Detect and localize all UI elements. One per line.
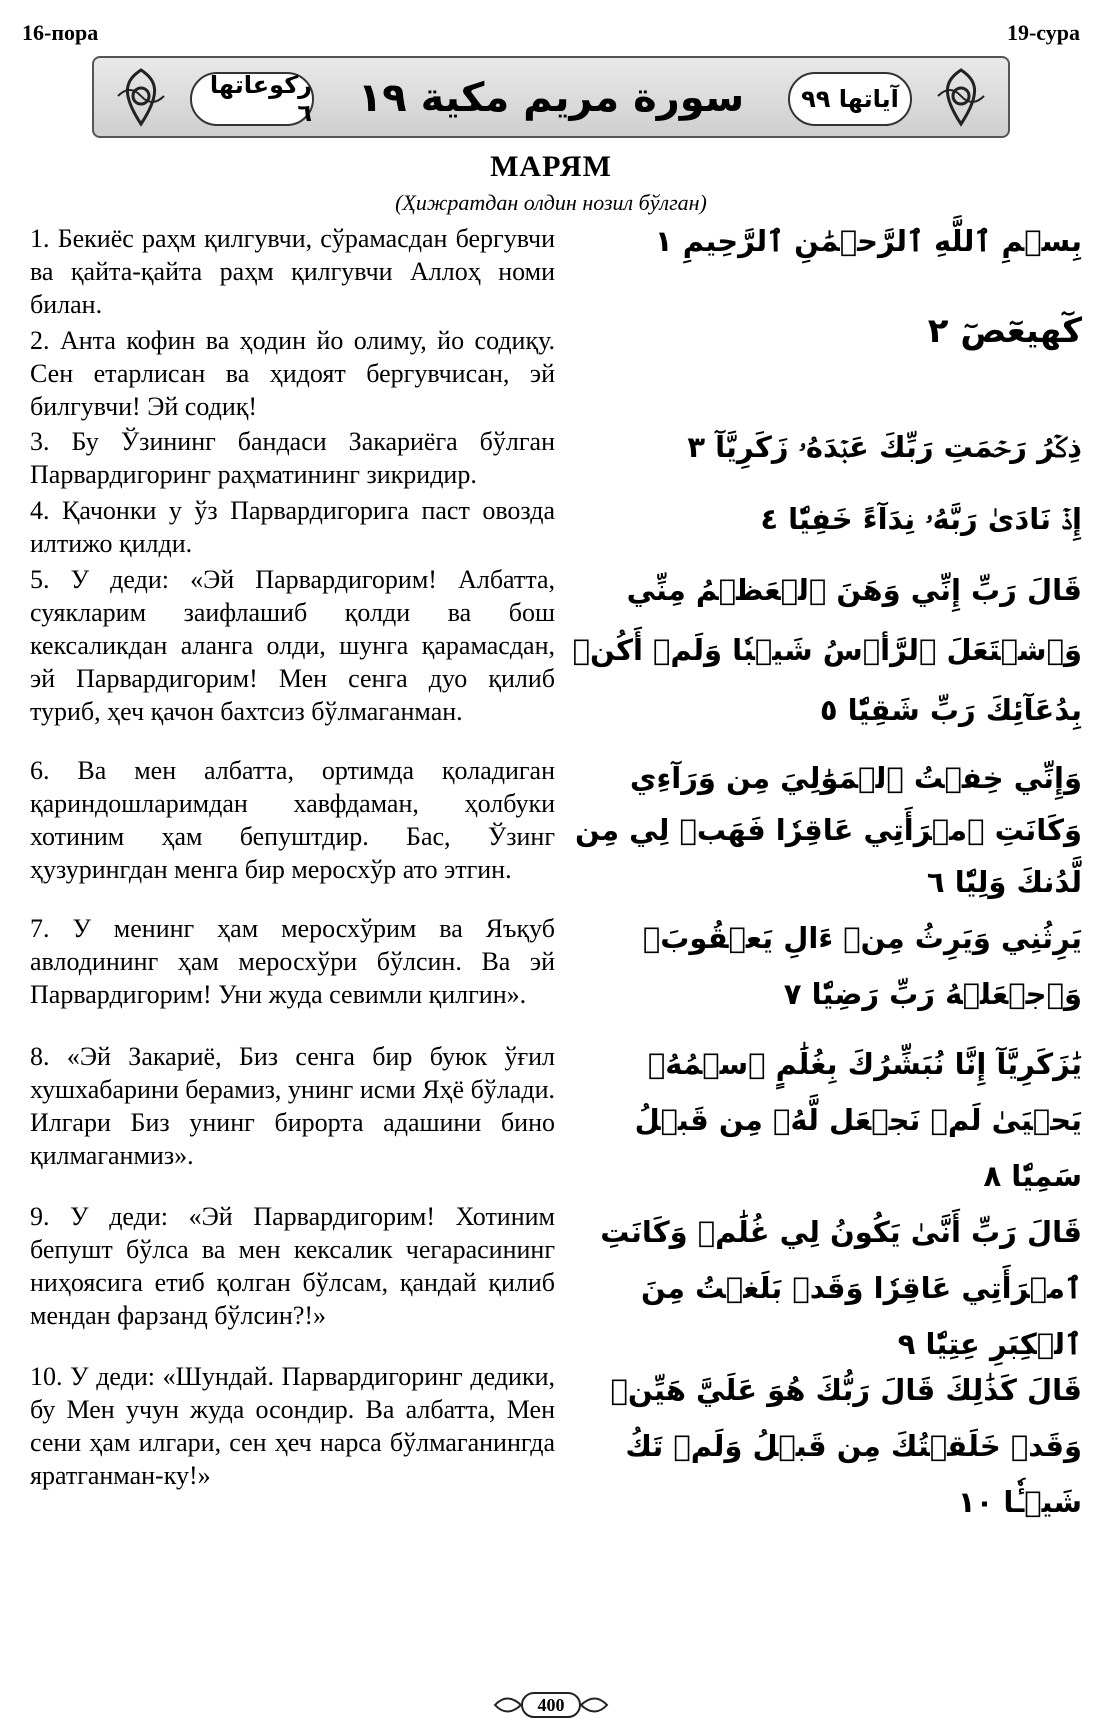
verse-arabic: إِذۡ نَادَىٰ رَبَّهُۥ نِدَآءً خَفِيّٗا ٤ — [760, 502, 1082, 536]
verse-translation: 6. Ва мен албатта, ортимда қоладиган қариндошларимдан хавфдаман, ҳолбуки хотиним ҳам бепуштдир. Бас, Ўзинг ҳузурингдан менга бир меросхўр ато этгин. — [30, 756, 555, 884]
verse-arabic: كٓهيعٓصٓ ٢ — [927, 311, 1082, 351]
ayat-count: آياتها ٩٩ — [788, 72, 912, 126]
verse-translation: 8. «Эй Закариё, Биз сенга бир буюк ўғил хушхабарини берамиз, унинг исми Яҳё бўлади. Илгари Биз унинг бирорта адашини бино қилмаганмиз». — [30, 1042, 555, 1170]
verse-arabic: وَإِنِّي خِفۡتُ ٱلۡمَوَٰلِيَ مِن وَرَآءِي وَكَانَتِ ٱمۡرَأَتِي عَاقِرٗا فَهَبۡ لِي مِن لَّدُنكَ وَلِيّٗا ٦ — [574, 761, 1082, 899]
floral-ornament-icon — [930, 64, 992, 130]
verse-arabic: ذِكۡرُ رَحۡمَتِ رَبِّكَ عَبۡدَهُۥ زَكَرِيَّآ ٣ — [687, 430, 1082, 464]
verse-translation: 10. У деди: «Шундай. Парвардигоринг дедики, бу Мен учун жуда осондир. Ва албатта, Мен сени ҳам илгари, сен ҳеч нарса бўлмаганингда яратганман-ку!» — [30, 1362, 555, 1490]
verse-arabic: يَٰزَكَرِيَّآ إِنَّا نُبَشِّرُكَ بِغُلَٰمٍ ٱسۡمُهُۥ يَحۡيَىٰ لَمۡ نَجۡعَل لَّهُۥ مِن قَبۡلُ سَمِيّٗا ٨ — [634, 1047, 1082, 1193]
verse-arabic: يَرِثُنِي وَيَرِثُ مِنۡ ءَالِ يَعۡقُوبَۖ وَٱجۡعَلۡهُ رَبِّ رَضِيّٗا ٧ — [642, 921, 1082, 1011]
page-number: 400 — [521, 1692, 581, 1718]
surah-arabic-title: سورة مريم مكية ١٩ — [357, 75, 745, 121]
verse-translation: 1. Бекиёс раҳм қилгувчи, сўрамасдан бергувчи ва қайта-қайта раҳм қилгувчи Аллоҳ номи билан. — [30, 224, 555, 319]
rukus-count: ركوعاتها ٦ — [190, 72, 314, 126]
page-number-ornament — [491, 1688, 611, 1722]
verse-arabic: بِسۡمِ ٱللَّهِ ٱلرَّحۡمَٰنِ ٱلرَّحِيمِ ١ — [654, 224, 1082, 258]
surah-banner — [92, 56, 1010, 138]
verse-arabic: قَالَ كَذَٰلِكَ قَالَ رَبُّكَ هُوَ عَلَيَّ هَيِّنٞ وَقَدۡ خَلَقۡتُكَ مِن قَبۡلُ وَلَمۡ تَكُ شَيۡـٔٗا ١٠ — [610, 1373, 1082, 1519]
verse-translation: 2. Анта кофин ва ҳодин йо олиму, йо содиқу. Сен етарлисан ва ҳидоят бергувчисан, эй билгувчи! Эй содиқ! — [30, 326, 555, 421]
verse-arabic: قَالَ رَبِّ إِنِّي وَهَنَ ٱلۡعَظۡمُ مِنِّي وَٱشۡتَعَلَ ٱلرَّأۡسُ شَيۡبٗا وَلَمۡ أَكُنۢ بِدُعَآئِكَ رَبِّ شَقِيّٗا ٥ — [572, 573, 1082, 727]
page-subtitle: (Ҳижратдан олдин нозил бўлган) — [395, 190, 707, 215]
verse-translation: 3. Бу Ўзининг бандаси Закариёга бўлган Парвардигоринг раҳматининг зикридир. — [30, 427, 555, 489]
verse-translation: 7. У менинг ҳам меросхўрим ва Яъқуб авлодининг ҳам меросхўри бўлсин. Ва эй Парвардигорим! Уни жуда севимли қилгин». — [30, 914, 555, 1009]
surah-number-label: 19-сура — [1006, 20, 1080, 45]
verse-arabic: قَالَ رَبِّ أَنَّىٰ يَكُونُ لِي غُلَٰمٞ وَكَانَتِ ٱمۡرَأَتِي عَاقِرٗا وَقَدۡ بَلَغۡتُ مِنَ ٱلۡكِبَرِ عِتِيّٗا ٩ — [600, 1215, 1082, 1361]
floral-ornament-icon — [110, 64, 172, 130]
verse-translation: 4. Қачонки у ўз Парвардигорига паст овозда илтижо қилди. — [30, 496, 555, 558]
page-title: МАРЯМ — [490, 150, 612, 183]
verse-translation: 9. У деди: «Эй Парвардигорим! Хотиним бепушт бўлса ва мен кексалик чегарасининг ниҳоясига етиб қолган бўлсам, қандай қилиб мендан фарзанд бўлсин?!» — [30, 1202, 555, 1330]
juz-label: 16-пора — [22, 20, 99, 45]
verse-translation: 5. У деди: «Эй Парвардигорим! Албатта, суякларим заифлашиб қолди ва бош кексаликдан аланга олди, шунга қарамасдан, эй Парвардигорим! Мен сенга дуо қилиб туриб, ҳеч қачон бахтсиз бўлмаганман. — [30, 565, 555, 726]
